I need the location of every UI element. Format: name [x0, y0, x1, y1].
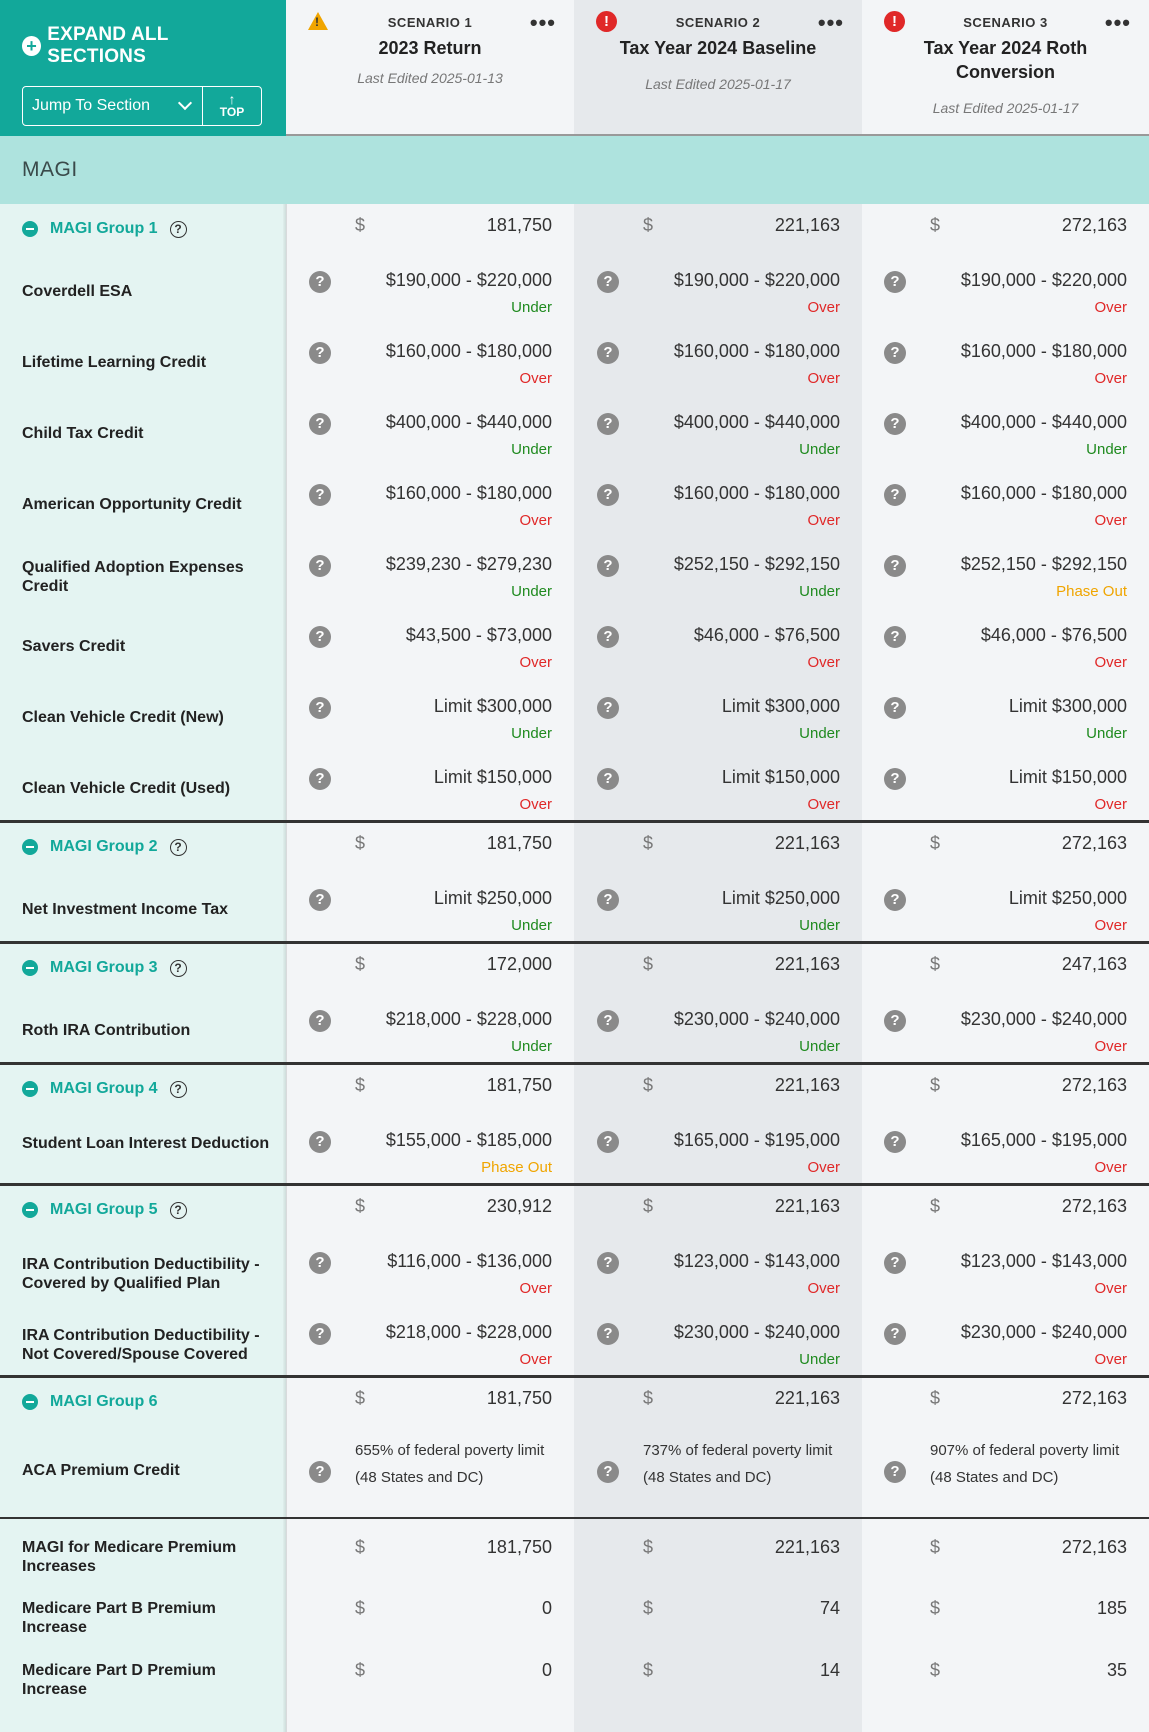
group-header-1[interactable] — [22, 220, 187, 238]
group-magi-value: 221,163 — [774, 1196, 840, 1216]
medicare-value: 0 — [541, 1598, 552, 1618]
income-range: $400,000 - $440,000 — [673, 412, 840, 432]
info-question-icon[interactable]: ? — [309, 1131, 331, 1153]
federal-poverty-percent: 737% of federal poverty limit (48 States and DC) — [643, 1442, 833, 1486]
income-range: Limit $250,000 — [1008, 888, 1127, 908]
dollar-sign: $ — [930, 1537, 941, 1557]
info-question-icon[interactable]: ? — [884, 768, 906, 790]
dollar-sign: $ — [643, 1660, 654, 1680]
dollar-sign: $ — [355, 215, 366, 235]
medicare-value: 221,163 — [774, 1537, 840, 1557]
income-range: $43,500 - $73,000 — [405, 625, 552, 645]
threshold-label: American Opportunity Credit — [22, 496, 242, 513]
status-over: Over — [1094, 917, 1127, 934]
comparison-header — [0, 0, 1149, 136]
threshold-row — [0, 1114, 1149, 1185]
income-range: $230,000 - $240,000 — [960, 1009, 1127, 1029]
dollar-sign: $ — [930, 1196, 941, 1216]
income-range: $239,230 - $279,230 — [385, 554, 552, 574]
income-range: Limit $150,000 — [1008, 767, 1127, 787]
magi-table — [0, 204, 1149, 1732]
info-question-icon[interactable]: ? — [884, 1323, 906, 1345]
group-name: MAGI Group 2 — [50, 838, 158, 855]
status-over: Over — [1094, 299, 1127, 316]
help-question-icon[interactable]: ? — [170, 1202, 187, 1219]
scenario-3-label: SCENARIO 3 — [963, 15, 1048, 30]
income-range: $160,000 - $180,000 — [673, 341, 840, 361]
threshold-row — [0, 680, 1149, 751]
status-under: Under — [1086, 725, 1127, 742]
threshold-label: Clean Vehicle Credit (Used) — [22, 780, 231, 797]
group-magi-value: 221,163 — [774, 1075, 840, 1095]
threshold-label: Clean Vehicle Credit (New) — [22, 709, 224, 726]
group-row — [0, 822, 1149, 872]
income-range: $165,000 - $195,000 — [960, 1130, 1127, 1150]
info-question-icon[interactable]: ? — [884, 1131, 906, 1153]
collapse-minus-icon[interactable] — [22, 1081, 38, 1097]
info-question-icon[interactable]: ? — [309, 768, 331, 790]
status-over: Over — [1094, 370, 1127, 387]
income-range: $46,000 - $76,500 — [980, 625, 1127, 645]
group-header-6[interactable] — [22, 1393, 158, 1411]
group-magi-value: 272,163 — [1061, 1075, 1127, 1095]
collapse-minus-icon[interactable] — [22, 960, 38, 976]
info-question-icon[interactable]: ? — [597, 484, 619, 506]
warning-icon[interactable] — [308, 12, 328, 30]
section-banner-magi[interactable] — [0, 136, 1149, 204]
aca-row — [0, 1427, 1149, 1518]
info-question-icon[interactable]: ? — [597, 889, 619, 911]
group-name: MAGI Group 6 — [50, 1393, 158, 1410]
info-question-icon[interactable]: ? — [597, 1461, 619, 1483]
status-over: Over — [807, 512, 840, 529]
status-under: Under — [511, 917, 552, 934]
info-question-icon[interactable]: ? — [597, 342, 619, 364]
status-under: Under — [799, 583, 840, 600]
status-over: Over — [1094, 512, 1127, 529]
medicare-label: MAGI for Medicare Premium Increases — [22, 1539, 237, 1575]
scenario-3-header — [862, 0, 1149, 136]
top-label: TOP — [219, 105, 245, 120]
group-header-5[interactable] — [22, 1201, 187, 1219]
status-under: Under — [511, 299, 552, 316]
status-phase: Phase Out — [481, 1159, 552, 1176]
group-row — [0, 1377, 1149, 1427]
group-magi-value: 221,163 — [774, 1388, 840, 1408]
dollar-sign: $ — [355, 1196, 366, 1216]
medicare-value: 35 — [1106, 1660, 1127, 1680]
group-header-4[interactable] — [22, 1080, 187, 1098]
dollar-sign: $ — [355, 1537, 366, 1557]
info-question-icon[interactable]: ? — [309, 697, 331, 719]
scenario-2-title: Tax Year 2024 Baseline — [619, 38, 817, 58]
group-magi-value: 181,750 — [486, 1388, 552, 1408]
threshold-row — [0, 467, 1149, 538]
info-question-icon[interactable]: ? — [597, 1252, 619, 1274]
group-magi-value: 172,000 — [486, 954, 552, 974]
dollar-sign: $ — [930, 833, 941, 853]
status-over: Over — [807, 370, 840, 387]
income-range: $252,150 - $292,150 — [673, 554, 840, 574]
threshold-row — [0, 872, 1149, 943]
dollar-sign: $ — [643, 215, 654, 235]
status-under: Under — [511, 725, 552, 742]
status-under: Under — [511, 583, 552, 600]
info-question-icon[interactable]: ? — [884, 484, 906, 506]
dollar-sign: $ — [643, 1537, 654, 1557]
group-header-2[interactable] — [22, 838, 187, 856]
medicare-value: 74 — [819, 1598, 840, 1618]
status-over: Over — [1094, 1280, 1127, 1297]
dollar-sign: $ — [930, 1388, 941, 1408]
federal-poverty-percent: 907% of federal poverty limit (48 States and DC) — [930, 1442, 1120, 1486]
info-question-icon[interactable]: ? — [884, 342, 906, 364]
status-over: Over — [1094, 796, 1127, 813]
income-range: $160,000 - $180,000 — [385, 341, 552, 361]
dollar-sign: $ — [930, 1660, 941, 1680]
plus-circle-icon: + — [22, 36, 41, 56]
status-over: Over — [1094, 1159, 1127, 1176]
income-range: $218,000 - $228,000 — [385, 1322, 552, 1342]
back-to-top-button[interactable] — [203, 87, 261, 125]
error-icon[interactable]: ! — [596, 11, 617, 32]
scenario-2-header — [574, 0, 862, 136]
status-under: Under — [511, 441, 552, 458]
medicare-row — [0, 1579, 1149, 1641]
income-range: $400,000 - $440,000 — [385, 412, 552, 432]
error-icon[interactable]: ! — [884, 11, 905, 32]
income-range: $230,000 - $240,000 — [673, 1322, 840, 1342]
help-question-icon[interactable]: ? — [170, 221, 187, 238]
info-question-icon[interactable]: ? — [884, 1252, 906, 1274]
scenario-2-last-edited: Last Edited 2025-01-17 — [645, 76, 791, 92]
medicare-row — [0, 1641, 1149, 1704]
status-over: Over — [807, 1280, 840, 1297]
dollar-sign: $ — [930, 215, 941, 235]
info-question-icon[interactable]: ? — [597, 555, 619, 577]
info-question-icon[interactable]: ? — [309, 484, 331, 506]
group-magi-value: 181,750 — [486, 1075, 552, 1095]
group-magi-value: 247,163 — [1061, 954, 1127, 974]
group-magi-value: 181,750 — [486, 833, 552, 853]
income-range: $230,000 - $240,000 — [960, 1322, 1127, 1342]
scenario-3-last-edited: Last Edited 2025-01-17 — [932, 100, 1079, 116]
income-range: $155,000 - $185,000 — [385, 1130, 552, 1150]
status-over: Over — [807, 796, 840, 813]
threshold-label: Coverdell ESA — [22, 283, 133, 300]
medicare-row — [0, 1518, 1149, 1579]
dollar-sign: $ — [355, 1660, 366, 1680]
info-question-icon[interactable]: ? — [309, 889, 331, 911]
group-magi-value: 272,163 — [1061, 1388, 1127, 1408]
group-magi-value: 221,163 — [774, 954, 840, 974]
status-phase: Phase Out — [1056, 583, 1127, 600]
threshold-label: IRA Contribution Deductibility - Covered by Qualified Plan — [22, 1256, 260, 1292]
expand-all-button[interactable] — [22, 24, 264, 68]
dollar-sign: $ — [643, 833, 654, 853]
status-over: Over — [807, 1159, 840, 1176]
info-question-icon[interactable]: ? — [884, 271, 906, 293]
dollar-sign: $ — [355, 1388, 366, 1408]
income-range: $218,000 - $228,000 — [385, 1009, 552, 1029]
status-under: Under — [1086, 441, 1127, 458]
threshold-label: IRA Contribution Deductibility - Not Covered/Spouse Covered — [22, 1327, 260, 1363]
income-range: $190,000 - $220,000 — [673, 270, 840, 290]
collapse-minus-icon[interactable] — [22, 1202, 38, 1218]
medicare-value: 14 — [819, 1660, 840, 1680]
dollar-sign: $ — [355, 954, 366, 974]
group-magi-value: 272,163 — [1061, 833, 1127, 853]
status-over: Over — [1094, 1351, 1127, 1368]
dollar-sign: $ — [355, 1075, 366, 1095]
threshold-row — [0, 1306, 1149, 1377]
income-range: Limit $250,000 — [721, 888, 840, 908]
income-range: $123,000 - $143,000 — [673, 1251, 840, 1271]
scenario-1-header — [286, 0, 574, 136]
status-over: Over — [807, 654, 840, 671]
group-name: MAGI Group 1 — [50, 220, 158, 237]
status-over: Over — [1094, 654, 1127, 671]
group-row — [0, 1185, 1149, 1235]
income-range: $165,000 - $195,000 — [673, 1130, 840, 1150]
help-question-icon[interactable]: ? — [170, 839, 187, 856]
medicare-value: 185 — [1096, 1598, 1127, 1618]
status-over: Over — [519, 512, 552, 529]
scenario-1-label: SCENARIO 1 — [387, 15, 473, 30]
header-controls — [0, 0, 286, 136]
dollar-sign: $ — [643, 1598, 654, 1618]
info-question-icon[interactable]: ? — [309, 626, 331, 648]
help-question-icon[interactable]: ? — [170, 1081, 187, 1098]
scenario-3-more-menu-icon[interactable]: ••• — [1104, 10, 1131, 35]
income-range: Limit $300,000 — [721, 696, 840, 716]
arrow-up-icon: ↑ — [228, 91, 236, 108]
info-question-icon[interactable]: ? — [597, 271, 619, 293]
medicare-value: 0 — [541, 1660, 552, 1680]
group-magi-value: 181,750 — [486, 215, 552, 235]
group-name: MAGI Group 3 — [50, 959, 158, 976]
status-over: Over — [519, 1351, 552, 1368]
threshold-label: Student Loan Interest Deduction — [22, 1135, 270, 1152]
info-question-icon[interactable]: ? — [597, 697, 619, 719]
jump-to-section-label: Jump To Section — [32, 97, 150, 114]
info-question-icon[interactable]: ? — [884, 1010, 906, 1032]
income-range: $400,000 - $440,000 — [960, 412, 1127, 432]
info-question-icon[interactable]: ? — [884, 1461, 906, 1483]
info-question-icon[interactable]: ? — [597, 1131, 619, 1153]
income-range: Limit $250,000 — [433, 888, 552, 908]
income-range: $190,000 - $220,000 — [960, 270, 1127, 290]
medicare-label: Medicare Part D Premium Increase — [22, 1662, 216, 1698]
income-range: $46,000 - $76,500 — [693, 625, 840, 645]
income-range: $160,000 - $180,000 — [673, 483, 840, 503]
income-range: Limit $150,000 — [721, 767, 840, 787]
threshold-label: Lifetime Learning Credit — [22, 354, 207, 371]
info-question-icon[interactable]: ? — [309, 555, 331, 577]
federal-poverty-percent: 655% of federal poverty limit (48 States and DC) — [355, 1442, 545, 1486]
info-question-icon[interactable]: ? — [309, 271, 331, 293]
threshold-row — [0, 993, 1149, 1064]
income-range: $160,000 - $180,000 — [385, 483, 552, 503]
status-over: Over — [519, 654, 552, 671]
info-question-icon[interactable]: ? — [597, 768, 619, 790]
collapse-minus-icon[interactable] — [22, 1394, 38, 1410]
group-magi-value: 272,163 — [1061, 1196, 1127, 1216]
jump-controls — [22, 86, 262, 126]
income-range: Limit $300,000 — [433, 696, 552, 716]
info-question-icon[interactable]: ? — [884, 889, 906, 911]
threshold-label: Qualified Adoption Expenses Credit — [22, 559, 244, 595]
income-range: $190,000 - $220,000 — [385, 270, 552, 290]
income-range: $160,000 - $180,000 — [960, 341, 1127, 361]
dollar-sign: $ — [643, 1196, 654, 1216]
info-question-icon[interactable]: ? — [309, 342, 331, 364]
status-under: Under — [511, 1038, 552, 1055]
threshold-row — [0, 396, 1149, 467]
income-range: Limit $300,000 — [1008, 696, 1127, 716]
aca-premium-credit-label: ACA Premium Credit — [22, 1462, 180, 1479]
collapse-minus-icon[interactable] — [22, 221, 38, 237]
status-over: Over — [1094, 1038, 1127, 1055]
group-row — [0, 1064, 1149, 1114]
info-question-icon[interactable]: ? — [309, 1323, 331, 1345]
group-magi-value: 230,912 — [486, 1196, 552, 1216]
group-header-3[interactable] — [22, 959, 187, 977]
info-question-icon[interactable]: ? — [309, 1252, 331, 1274]
threshold-row — [0, 609, 1149, 680]
dollar-sign: $ — [355, 833, 366, 853]
status-under: Under — [799, 917, 840, 934]
threshold-row — [0, 538, 1149, 609]
jump-to-section-dropdown[interactable] — [23, 87, 203, 125]
info-question-icon[interactable]: ? — [884, 555, 906, 577]
dollar-sign: $ — [930, 954, 941, 974]
dollar-sign: $ — [643, 954, 654, 974]
scenario-1-last-edited: Last Edited 2025-01-13 — [357, 70, 503, 86]
group-magi-value: 272,163 — [1061, 215, 1127, 235]
medicare-value: 181,750 — [486, 1537, 552, 1557]
info-question-icon[interactable]: ? — [597, 413, 619, 435]
income-range: $160,000 - $180,000 — [960, 483, 1127, 503]
dollar-sign: $ — [930, 1075, 941, 1095]
group-row — [0, 943, 1149, 993]
info-question-icon[interactable]: ? — [597, 1323, 619, 1345]
status-over: Over — [519, 796, 552, 813]
info-question-icon[interactable]: ? — [597, 1010, 619, 1032]
scenario-2-more-menu-icon[interactable]: ••• — [817, 10, 844, 35]
status-over: Over — [519, 370, 552, 387]
info-question-icon[interactable]: ? — [309, 413, 331, 435]
threshold-row — [0, 254, 1149, 325]
income-range: Limit $150,000 — [433, 767, 552, 787]
group-magi-value: 221,163 — [774, 833, 840, 853]
info-question-icon[interactable]: ? — [309, 1461, 331, 1483]
scenario-1-more-menu-icon[interactable]: ••• — [529, 10, 556, 35]
dollar-sign: $ — [643, 1075, 654, 1095]
threshold-row — [0, 1235, 1149, 1306]
medicare-label: Medicare Part B Premium Increase — [22, 1600, 216, 1636]
status-under: Under — [799, 1038, 840, 1055]
expand-all-label: EXPAND ALL SECTIONS — [47, 24, 169, 67]
status-over: Over — [519, 1280, 552, 1297]
info-question-icon[interactable]: ? — [309, 1010, 331, 1032]
income-range: $230,000 - $240,000 — [673, 1009, 840, 1029]
threshold-label: Savers Credit — [22, 638, 126, 655]
threshold-row — [0, 325, 1149, 396]
info-question-icon[interactable]: ? — [884, 626, 906, 648]
scenario-2-label: SCENARIO 2 — [675, 15, 761, 30]
status-over: Over — [807, 299, 840, 316]
group-magi-value: 221,163 — [774, 215, 840, 235]
group-name: MAGI Group 4 — [50, 1080, 158, 1097]
help-question-icon[interactable]: ? — [170, 960, 187, 977]
info-question-icon[interactable]: ? — [884, 413, 906, 435]
scenario-1-title: 2023 Return — [378, 38, 482, 58]
income-range: $252,150 - $292,150 — [960, 554, 1127, 574]
dollar-sign: $ — [930, 1598, 941, 1618]
group-row — [0, 204, 1149, 254]
dollar-sign: $ — [355, 1598, 366, 1618]
status-under: Under — [799, 725, 840, 742]
status-under: Under — [799, 1351, 840, 1368]
income-range: $116,000 - $136,000 — [387, 1251, 552, 1271]
collapse-minus-icon[interactable] — [22, 839, 38, 855]
info-question-icon[interactable]: ? — [884, 697, 906, 719]
threshold-row — [0, 751, 1149, 822]
threshold-label: Child Tax Credit — [22, 425, 144, 442]
chevron-down-icon — [178, 96, 192, 110]
scenario-3-title: Tax Year 2024 Roth Conversion — [923, 38, 1088, 82]
dollar-sign: $ — [643, 1388, 654, 1408]
medicare-value: 272,163 — [1061, 1537, 1127, 1557]
threshold-label: Roth IRA Contribution — [22, 1022, 191, 1039]
group-name: MAGI Group 5 — [50, 1201, 158, 1218]
info-question-icon[interactable]: ? — [597, 626, 619, 648]
threshold-label: Net Investment Income Tax — [22, 901, 228, 918]
status-under: Under — [799, 441, 840, 458]
income-range: $123,000 - $143,000 — [960, 1251, 1127, 1271]
section-title: MAGI — [22, 158, 78, 181]
